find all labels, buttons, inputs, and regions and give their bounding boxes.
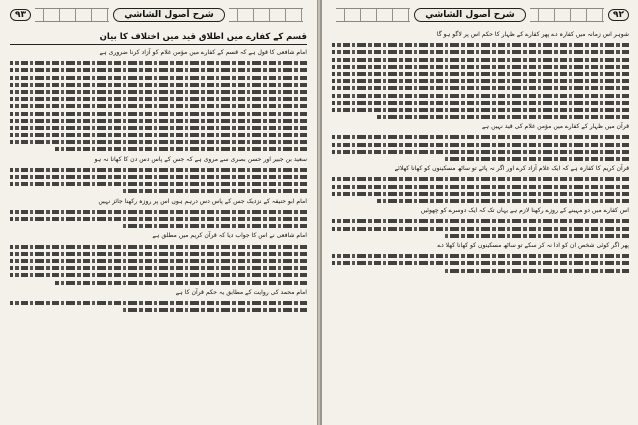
text-lines (332, 43, 629, 119)
text-lines (10, 245, 307, 285)
text-line (10, 126, 307, 130)
text-line (332, 185, 629, 189)
text-line (10, 182, 307, 186)
text-line (10, 252, 307, 256)
left-paragraph-4: امام شافعی نے اس کا جواب دیا کہ قرآن کریم میں مطلق ہے (152, 232, 307, 240)
text-line (10, 175, 307, 179)
left-running-title: شرح أصول الشاشي (113, 8, 224, 22)
text-line (332, 143, 629, 147)
right-page-number: ٩٢ (608, 9, 629, 21)
right-page-body (332, 30, 629, 419)
left-page-body (10, 30, 307, 419)
text-line (445, 269, 629, 273)
text-line (10, 210, 307, 214)
text-line (55, 147, 307, 151)
left-page-number: ٩٣ (10, 9, 31, 21)
right-paragraph-5: پھر اگر کوئی شخص ان کو ادا نہ کر سکے تو ساٹھ مسکینوں کو کھانا کھلا دے (437, 241, 629, 249)
text-line (332, 192, 629, 196)
text-line (332, 58, 629, 62)
text-line (10, 68, 307, 72)
text-lines (10, 168, 307, 194)
text-lines (10, 301, 307, 312)
text-line (10, 61, 307, 65)
text-line (377, 115, 629, 119)
text-line (332, 94, 629, 98)
text-line (123, 224, 307, 228)
text-line (332, 86, 629, 90)
text-line (10, 273, 307, 277)
text-lines (10, 61, 307, 151)
right-paragraph-4: اس کفارے میں دو مہینے کے روزے رکھنا لازم ہے یہاں تک کہ ایک دوسرے کو چھوئیں (420, 207, 629, 215)
left-paragraph-1: امام شافعی کا قول ہے کہ قسم کے کفارے میں مؤمن غلام کو آزاد کرنا ضروری ہے (99, 49, 307, 56)
right-page (321, 0, 638, 425)
text-lines (332, 177, 629, 203)
text-line (10, 266, 307, 270)
right-page-header (332, 6, 629, 24)
text-line (332, 227, 629, 231)
text-line (10, 217, 307, 221)
text-line (10, 245, 307, 249)
header-ornament (35, 8, 109, 22)
right-paragraph-2: قرآن میں ظہار کے کفارے میں مؤمن غلام کی قید نہیں ہے (481, 123, 629, 131)
text-line (10, 90, 307, 94)
right-running-title: شرح أصول الشاشي (414, 8, 525, 22)
text-line (332, 177, 629, 181)
text-line (10, 140, 307, 144)
left-footnote: امام محمد کی روایت کے مطابق یہ حکم قرآن کا ہے (175, 288, 307, 296)
text-line (332, 79, 629, 83)
text-line (10, 119, 307, 123)
text-line (10, 133, 307, 137)
text-line (332, 101, 629, 105)
text-lines (10, 210, 307, 228)
text-line (332, 261, 629, 265)
text-line (10, 97, 307, 101)
text-line (123, 308, 307, 312)
text-lines (332, 254, 629, 272)
text-lines (332, 135, 629, 161)
text-line (332, 254, 629, 258)
header-ornament (336, 8, 410, 22)
header-ornament (229, 8, 303, 22)
text-line (55, 281, 307, 285)
text-line (332, 43, 629, 47)
text-line (377, 199, 629, 203)
text-line (445, 234, 629, 238)
text-line (10, 259, 307, 263)
right-paragraph-1: شوہر اس زمانہ میں کفارہ دے پھر کفارے کے ظہار کا حکم اس پر لاگو ہو گا (436, 31, 629, 38)
text-line (10, 168, 307, 172)
text-line (332, 50, 629, 54)
text-line (123, 189, 307, 193)
header-ornament (530, 8, 604, 22)
section-heading: قسم کے کفارے میں اطلاق قید میں اختلاف کا بیان (10, 31, 307, 45)
text-line (10, 301, 307, 305)
text-line (10, 76, 307, 80)
left-page-header (10, 6, 307, 24)
text-line (10, 112, 307, 116)
text-line (332, 108, 629, 112)
text-line (10, 83, 307, 87)
text-line (332, 72, 629, 76)
text-lines (332, 219, 629, 237)
text-line (10, 104, 307, 108)
left-paragraph-2: سعید بن جبیر اور حسن بصری سے مروی ہے کہ جس کے پاس دس دن کا کھانا نہ ہو (94, 155, 307, 163)
text-line (332, 65, 629, 69)
left-paragraph-3: امام ابو حنیفہ کے نزدیک جس کے پاس دس درہم ہوں اس پر روزہ رکھنا جائز نہیں (98, 197, 307, 205)
text-line (332, 150, 629, 154)
left-page (0, 0, 318, 425)
text-line (332, 135, 629, 139)
text-line (332, 219, 629, 223)
text-line (445, 157, 629, 161)
right-paragraph-3: قرآن کریم کا کفارہ ہے کہ ایک غلام آزاد کرے اور اگر نہ پائے تو ساٹھ مسکینوں کو کھانا کھلائے (394, 165, 629, 173)
